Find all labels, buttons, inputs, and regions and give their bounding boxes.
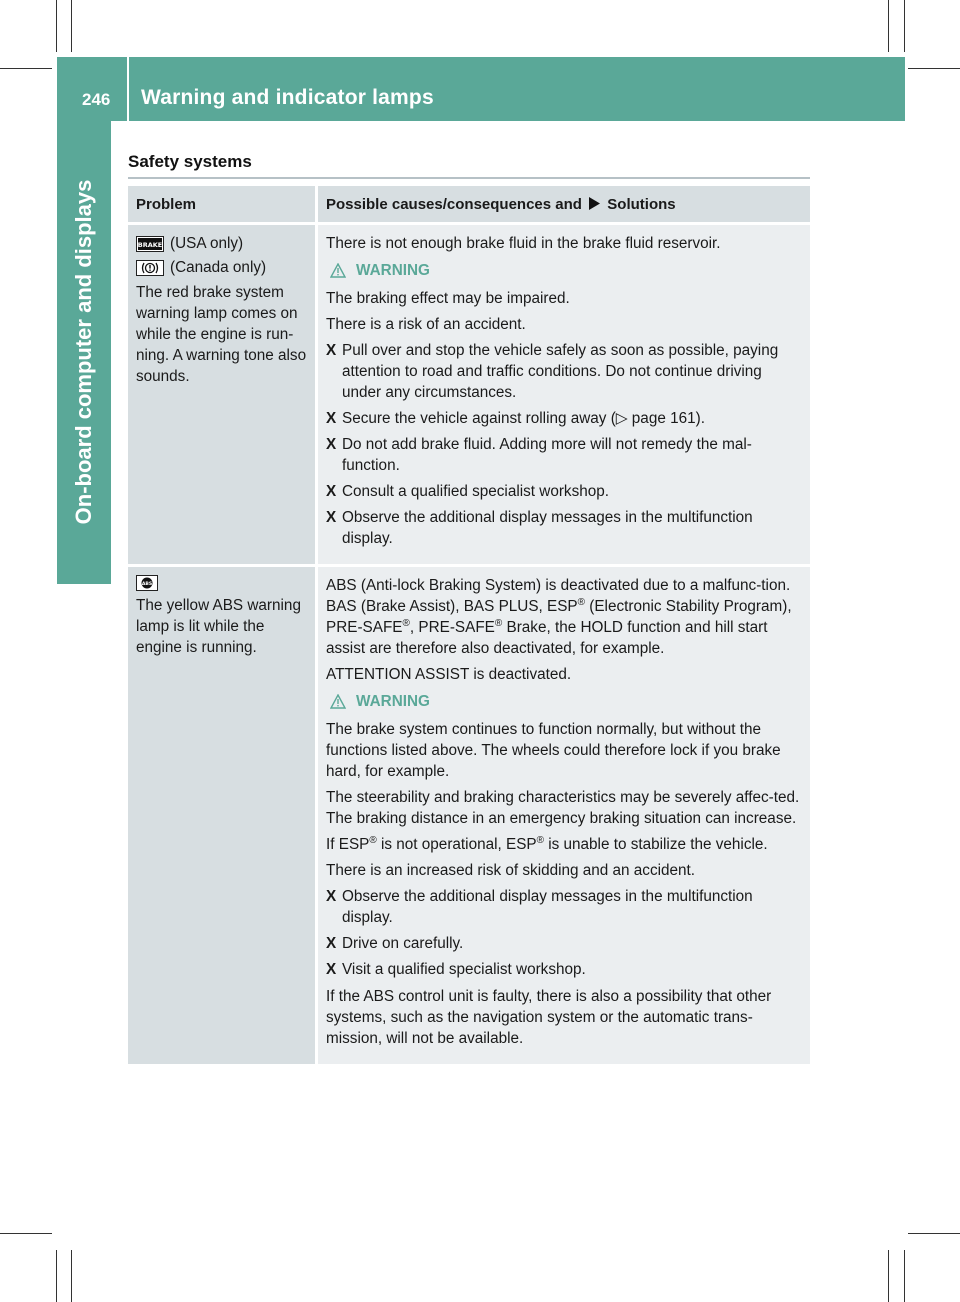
- cause-text-part: , PRE-SAFE: [409, 619, 495, 636]
- step-text: Secure the vehicle against rolling away (▷ page 161).: [342, 410, 705, 427]
- brake-circle-lamp-icon: [136, 260, 164, 276]
- crop-mark: [908, 68, 960, 69]
- outro-text: If the ABS control unit is faulty, there is also a possibility that other systems, such as the navigation system or the automatic trans-mission, will not be available.: [326, 988, 772, 1047]
- list-item: [326, 886, 802, 928]
- step-marker-icon: X: [326, 436, 337, 453]
- list-item: [326, 507, 802, 549]
- cause-text-part: (Electronic Stability Program), PRE-SAFE: [326, 598, 792, 636]
- step-text: Observe the additional display messages in the multifunction display.: [342, 888, 753, 926]
- crop-mark: [0, 1233, 52, 1234]
- registered-mark: ®: [494, 617, 503, 629]
- cause-text-part: ABS (Anti-lock Braking System) is deactivated due to a malfunc-tion. BAS (Brake Assist), BAS PLUS, ESP: [326, 577, 791, 615]
- svg-text:ABS: ABS: [141, 582, 153, 587]
- cause-text-part: Brake, the HOLD function and hill start assist are therefore also deactivated, for example.: [326, 619, 768, 657]
- list-item: [326, 959, 802, 980]
- warning-text: There is a risk of an accident.: [326, 316, 526, 333]
- step-marker-icon: X: [326, 888, 337, 905]
- problem-header-label: Problem: [136, 195, 197, 213]
- problem-cell: [128, 567, 318, 1064]
- crop-mark: [71, 0, 72, 52]
- list-item: [326, 434, 802, 476]
- step-marker-icon: X: [326, 961, 337, 978]
- list-item: [326, 340, 802, 403]
- warning-heading: [326, 691, 802, 712]
- warning-text: There is an increased risk of skidding and an accident.: [326, 862, 696, 879]
- troubleshooting-table: [128, 186, 810, 1064]
- step-text: Drive on carefully.: [342, 935, 464, 952]
- cause-text: [326, 575, 802, 659]
- crop-mark: [56, 0, 57, 52]
- icon-label: (Canada only): [170, 259, 267, 276]
- warning-text-part: is unable to stabilize the vehicle.: [543, 836, 768, 853]
- registered-mark: ®: [577, 596, 586, 608]
- table-header-row: [128, 186, 810, 225]
- warning-text-part: is not operational, ESP: [376, 836, 537, 853]
- step-marker-icon: X: [326, 410, 337, 427]
- step-text: Consult a qualified specialist workshop.: [342, 483, 609, 500]
- svg-text:BRAKE: BRAKE: [138, 240, 162, 249]
- crop-mark: [888, 0, 889, 52]
- warning-triangle-icon: [330, 694, 346, 709]
- problem-description: The yellow ABS warning lamp is lit while the engine is running.: [136, 597, 301, 656]
- solutions-header: [318, 186, 810, 225]
- crop-mark: [71, 1250, 72, 1302]
- registered-mark: ®: [369, 834, 377, 846]
- crop-mark: [0, 68, 52, 69]
- crop-mark: [904, 1250, 905, 1302]
- warning-label: WARNING: [356, 693, 430, 710]
- crop-mark: [56, 1250, 57, 1302]
- registered-mark: ®: [536, 834, 544, 846]
- table-row: [128, 567, 810, 1064]
- cause-text: ATTENTION ASSIST is deactivated.: [326, 666, 572, 683]
- icon-line: [136, 575, 307, 591]
- warning-heading: [326, 260, 802, 281]
- crop-mark: [908, 1233, 960, 1234]
- warning-text: The steerability and braking characteristics may be severely affec-ted. The braking distance in an emergency braking situation can increase.: [326, 789, 800, 827]
- section-title: Safety systems: [128, 152, 252, 171]
- chapter-title: Warning and indicator lamps: [141, 86, 434, 109]
- list-item: [326, 408, 802, 429]
- step-text: Observe the additional display messages in the multifunction display.: [342, 509, 753, 547]
- table-row: [128, 225, 810, 567]
- solutions-header-prefix: Possible causes/consequences and: [326, 195, 582, 213]
- list-item: [326, 933, 802, 954]
- brake-lamp-icon: [136, 236, 164, 252]
- warning-text: The braking effect may be impaired.: [326, 290, 570, 307]
- warning-text-part: If ESP: [326, 836, 370, 853]
- step-marker-icon: X: [326, 509, 337, 526]
- warning-label: WARNING: [356, 262, 430, 279]
- step-text: Visit a qualified specialist workshop.: [342, 961, 586, 978]
- step-marker-icon: X: [326, 342, 337, 359]
- header-divider: [127, 57, 129, 121]
- solution-cell: [318, 225, 810, 567]
- warning-triangle-icon: [330, 263, 346, 278]
- step-marker-icon: X: [326, 935, 337, 952]
- crop-mark: [888, 1250, 889, 1302]
- solutions-header-suffix: Solutions: [607, 195, 676, 213]
- icon-label: (USA only): [170, 235, 244, 252]
- icon-line: [136, 257, 307, 278]
- problem-description: The red brake system warning lamp comes on while the engine is run-ning. A warning tone also sounds.: [136, 284, 307, 385]
- side-tab-title: On-board computer and displays: [71, 179, 96, 525]
- registered-mark: ®: [402, 617, 410, 629]
- cause-text: There is not enough brake fluid in the brake fluid reservoir.: [326, 235, 721, 252]
- warning-text: The brake system continues to function normally, but without the functions listed above. The wheels could therefore lock if you brake hard, for example.: [326, 721, 781, 780]
- problem-cell: [128, 225, 318, 567]
- icon-line: [136, 233, 307, 254]
- page-number: 246: [82, 90, 111, 109]
- section-rule: [128, 177, 810, 179]
- problem-header: [128, 186, 318, 225]
- crop-mark: [904, 0, 905, 52]
- solution-cell: [318, 567, 810, 1064]
- step-text: Do not add brake fluid. Adding more will not remedy the mal-function.: [342, 436, 752, 474]
- play-arrow-icon: [589, 197, 600, 210]
- step-marker-icon: X: [326, 483, 337, 500]
- list-item: [326, 481, 802, 502]
- step-text: Pull over and stop the vehicle safely as soon as possible, paying attention to road and traffic conditions. Do not continue driving under any circumstances.: [342, 342, 779, 401]
- warning-text: [326, 834, 802, 855]
- abs-lamp-icon: [136, 575, 158, 591]
